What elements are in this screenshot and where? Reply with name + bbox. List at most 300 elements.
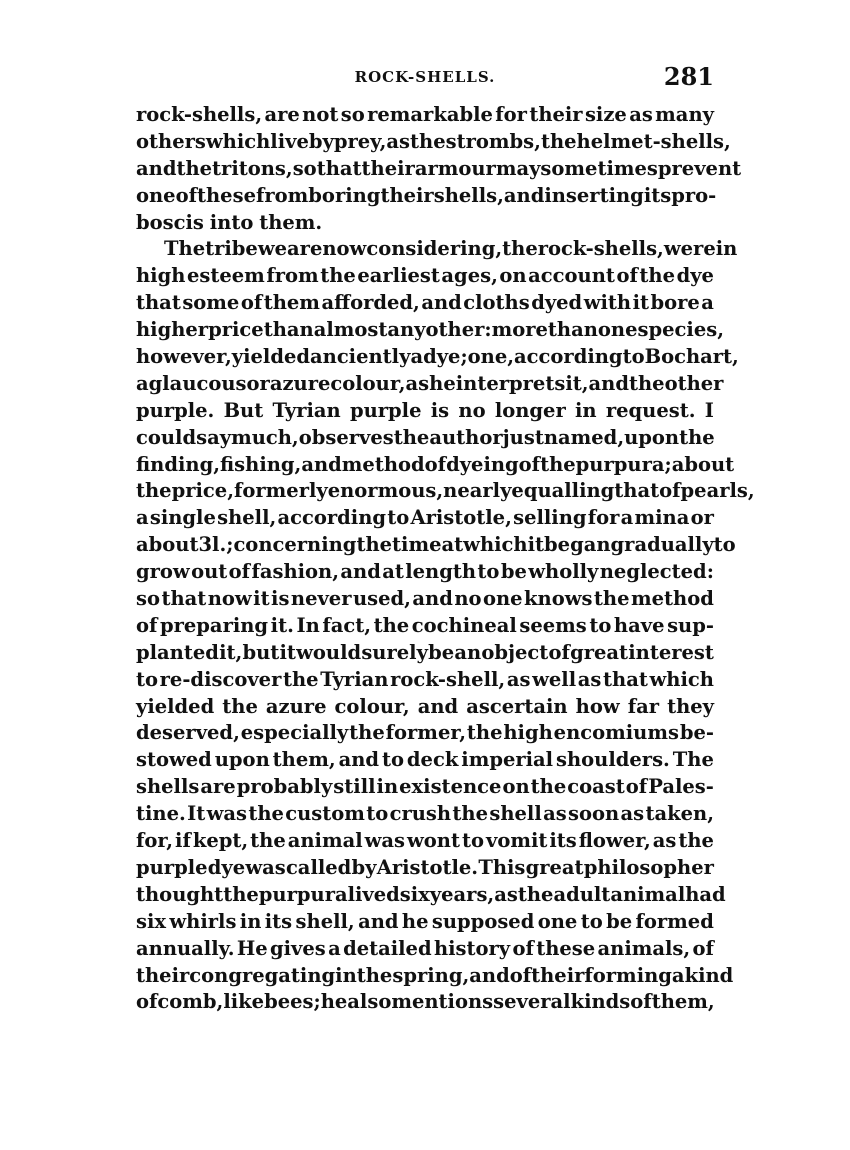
word: knows (524, 587, 593, 611)
word: crush (389, 802, 452, 826)
word: he (401, 909, 429, 933)
word: them, (272, 748, 336, 772)
word: as (506, 667, 531, 691)
word: dye (207, 855, 246, 879)
word: I (704, 398, 714, 422)
word: planted (136, 640, 219, 664)
word: Aristotle. (376, 855, 479, 879)
word: congregating (189, 963, 336, 987)
word: pearls, (680, 479, 755, 503)
word: about (136, 533, 199, 557)
word: or (690, 506, 714, 530)
word: or (246, 371, 270, 395)
word: the (373, 613, 410, 637)
text-line (136, 882, 726, 909)
word: almost (313, 318, 388, 342)
word: esteem (186, 264, 265, 288)
word: their (380, 183, 434, 207)
word: existence (399, 775, 502, 799)
word: its (643, 183, 672, 207)
word: their (136, 963, 190, 987)
word: wont (407, 829, 460, 853)
word: and (136, 156, 177, 180)
word: comb, (157, 990, 224, 1014)
word: which (205, 129, 271, 153)
word: animal (610, 882, 686, 906)
word: colour, (334, 694, 410, 718)
word: are (287, 237, 323, 261)
word: well (532, 667, 577, 691)
word: one (482, 587, 523, 611)
word: the (517, 882, 554, 906)
word: annually. (136, 936, 235, 960)
word: to (713, 533, 736, 557)
word: boscis (136, 210, 204, 234)
word: as (405, 371, 430, 395)
word: at (382, 560, 404, 584)
word: that (614, 479, 660, 503)
word: wholly (528, 560, 599, 584)
word: Tyrian (320, 667, 389, 691)
word: that (316, 156, 362, 180)
word: tine. (136, 802, 186, 826)
word: animals, (597, 936, 691, 960)
word: in (376, 775, 399, 799)
word: But (223, 398, 264, 422)
word: interprets (455, 371, 566, 395)
word: we (257, 237, 288, 261)
word: method (341, 452, 425, 476)
running-head (136, 60, 714, 94)
word: be (500, 560, 527, 584)
word: rock-shells, (136, 103, 263, 126)
word: be- (679, 721, 714, 745)
word: fishing, (220, 452, 302, 476)
word: for (495, 103, 527, 126)
word: its (264, 909, 293, 933)
word: flower, (578, 829, 651, 853)
word: the (678, 829, 714, 853)
word: one, (467, 345, 515, 369)
word: seems (519, 613, 587, 637)
text-line (136, 236, 738, 263)
text-line (136, 613, 714, 640)
word: dyeing (446, 452, 519, 476)
word: Aristotle, (410, 506, 512, 530)
word: vomit (485, 829, 548, 853)
word: The (164, 237, 206, 261)
word: them (263, 291, 320, 315)
word: out (191, 560, 228, 584)
text-line (136, 478, 755, 505)
word: and (358, 909, 399, 933)
word: kind (684, 963, 734, 987)
word: an (454, 640, 482, 664)
text-line (136, 317, 724, 344)
word: used, (352, 587, 411, 611)
word: about (671, 452, 735, 476)
word: just (502, 425, 544, 449)
word: lived (347, 882, 400, 906)
word: from (255, 183, 309, 207)
running-title: ROCK-SHELLS. (354, 68, 496, 86)
text-line (136, 398, 714, 425)
text-line (136, 559, 714, 586)
word: not (302, 103, 339, 126)
word: concerning (233, 533, 357, 557)
word: of (240, 291, 263, 315)
word: species, (637, 318, 724, 342)
word: a (136, 506, 149, 530)
text-line (136, 452, 735, 479)
page-number: 281 (663, 62, 714, 91)
word: still (333, 775, 376, 799)
word: by (351, 855, 377, 879)
word: in (239, 909, 262, 933)
word: like (223, 990, 265, 1014)
word: price (208, 318, 264, 342)
word: ascertain (466, 694, 568, 718)
word: a (701, 291, 714, 315)
word: for (587, 506, 620, 530)
word: are (264, 103, 300, 126)
word: to (477, 560, 500, 584)
word: and (421, 291, 462, 315)
word: were (663, 237, 716, 261)
word: into (209, 210, 254, 234)
word: the (356, 533, 393, 557)
word: the (223, 882, 259, 906)
word: yielded (136, 694, 215, 718)
word: and (417, 694, 459, 718)
word: which (463, 533, 528, 557)
word: be (606, 909, 633, 933)
word: request. (605, 398, 696, 422)
word: if (175, 829, 191, 853)
word: a (410, 345, 424, 369)
word: them, (651, 990, 715, 1014)
word: soon (568, 802, 620, 826)
word: on (499, 264, 527, 288)
word: as (620, 802, 645, 826)
word: to (366, 802, 389, 826)
word: to (136, 667, 159, 691)
word: philosopher (583, 855, 714, 879)
word: may (495, 156, 541, 180)
word: the (502, 237, 538, 261)
word: remarkable (367, 103, 493, 126)
word: neglected: (599, 560, 714, 584)
word: the (593, 587, 630, 611)
word: forming (584, 963, 672, 987)
word: is (430, 398, 450, 422)
word: and (301, 452, 342, 476)
word: imperial (461, 748, 554, 772)
word: in (575, 398, 597, 422)
word: shell, (217, 506, 277, 530)
word: in (335, 963, 357, 987)
word: he (320, 990, 348, 1014)
word: called (285, 855, 352, 879)
word: others (136, 129, 206, 153)
word: mina (634, 506, 690, 530)
word: former, (385, 721, 466, 745)
word: according (514, 345, 623, 369)
word: to (589, 613, 612, 637)
word: it (632, 291, 649, 315)
word: one (136, 183, 176, 207)
word: of (136, 613, 158, 637)
word: adult (553, 882, 611, 906)
word: the (222, 694, 258, 718)
word: animal (287, 829, 363, 853)
word: Bochart, (644, 345, 739, 369)
word: higher (136, 318, 209, 342)
text-line (136, 667, 714, 694)
word: selling (513, 506, 587, 530)
word: the (248, 802, 284, 826)
word: some (182, 291, 240, 315)
word: the (466, 721, 503, 745)
word: it. (270, 613, 294, 637)
word: bore (650, 291, 700, 315)
word: how (575, 694, 620, 718)
word: cochineal (411, 613, 517, 637)
word: in (715, 237, 738, 261)
word: the (176, 156, 213, 180)
word: prey, (333, 129, 387, 153)
word: yielded (231, 345, 310, 369)
word: but (242, 640, 280, 664)
word: enormous, (327, 479, 444, 503)
word: now (322, 237, 367, 261)
word: interest (628, 640, 714, 664)
text-line (136, 801, 714, 828)
word: It (187, 802, 206, 826)
word: it (279, 640, 296, 664)
word: no (454, 587, 482, 611)
text-line (136, 963, 734, 990)
text-line (136, 989, 714, 1016)
word: bees; (264, 990, 321, 1014)
word: azure (269, 371, 331, 395)
word: gradually (610, 533, 714, 557)
word: great (570, 640, 629, 664)
word: the (679, 425, 715, 449)
word: inserting (544, 183, 644, 207)
word: other (664, 371, 724, 395)
text-line (136, 263, 714, 290)
word: as (652, 829, 677, 853)
word: is (271, 587, 290, 611)
text-line (136, 909, 714, 936)
word: rock-shell, (390, 667, 506, 691)
word: re-discover (159, 667, 282, 691)
word: any (387, 318, 426, 342)
word: it, (219, 640, 243, 664)
word: probably (236, 775, 333, 799)
text-line (136, 640, 714, 667)
word: however, (136, 345, 232, 369)
word: and (469, 963, 510, 987)
word: the (393, 425, 430, 449)
word: fashion, (251, 560, 339, 584)
word: the (540, 129, 577, 153)
word: several (493, 990, 571, 1014)
word: the (356, 963, 393, 987)
text-line (136, 102, 714, 129)
word: helmet-shells, (576, 129, 731, 153)
word: from (266, 264, 319, 288)
word: would (296, 640, 362, 664)
word: it (253, 587, 270, 611)
word: to (381, 748, 404, 772)
text-line (136, 290, 714, 317)
word: dye; (423, 345, 468, 369)
word: The (672, 748, 714, 772)
word: upon (214, 748, 270, 772)
word: prevent (657, 156, 742, 180)
word: far (627, 694, 660, 718)
word: had (685, 882, 726, 906)
text-line (136, 694, 714, 721)
word: with (583, 291, 632, 315)
word: the (530, 775, 567, 799)
word: the (349, 721, 385, 745)
word: detailed (343, 936, 432, 960)
text-line (136, 156, 742, 183)
word: to (461, 829, 484, 853)
word: them. (259, 210, 323, 234)
text-line (136, 855, 714, 882)
word: so (340, 103, 365, 126)
word: have (613, 613, 665, 637)
word: the (410, 129, 446, 153)
word: one (537, 909, 578, 933)
word: six (136, 909, 167, 933)
text-line (136, 720, 714, 747)
word: high (136, 264, 186, 288)
text-line (136, 532, 736, 559)
word: their (529, 103, 583, 126)
word: as (629, 103, 653, 126)
word: surely (361, 640, 428, 664)
word: high (503, 721, 553, 745)
body-text (136, 102, 755, 1016)
word: pro- (671, 183, 717, 207)
word: purple. (136, 398, 215, 422)
word: a (136, 371, 149, 395)
text-line (136, 425, 714, 452)
word: of (518, 452, 541, 476)
word: length (405, 560, 477, 584)
word: by (308, 129, 334, 153)
word: deserved, (136, 721, 240, 745)
word: a (620, 506, 634, 530)
word: it (527, 533, 545, 557)
text-line (136, 371, 724, 398)
word: more (491, 318, 548, 342)
word: as (543, 802, 567, 826)
word: purple (349, 398, 422, 422)
word: taken, (645, 802, 714, 826)
word: shoulders. (556, 748, 670, 772)
word: much, (231, 425, 299, 449)
word: time (392, 533, 442, 557)
word: a (328, 936, 341, 960)
word: their (361, 156, 415, 180)
word: the (540, 452, 576, 476)
word: and (412, 587, 453, 611)
word: Pales- (648, 775, 714, 799)
word: the (320, 264, 356, 288)
word: shells (136, 775, 200, 799)
word: considering, (366, 237, 503, 261)
word: be (428, 640, 455, 664)
word: which (649, 667, 714, 691)
word: formed (635, 909, 714, 933)
text-line (136, 129, 731, 156)
word: strombs, (445, 129, 541, 153)
word: cloths (463, 291, 530, 315)
word: In (296, 613, 320, 637)
word: equalling (511, 479, 615, 503)
word: of (509, 963, 532, 987)
word: whirls (169, 909, 237, 933)
word: sup- (667, 613, 714, 637)
word: on (502, 775, 530, 799)
word: than (263, 318, 314, 342)
word: great (525, 855, 584, 879)
text-line (136, 936, 714, 963)
word: finding, (136, 452, 220, 476)
word: deck (406, 748, 459, 772)
word: that (161, 587, 207, 611)
word: that (603, 667, 648, 691)
word: gives (270, 936, 326, 960)
word: colour, (330, 371, 406, 395)
word: say (196, 425, 232, 449)
word: preparing (159, 613, 269, 637)
word: object (481, 640, 549, 664)
word: kept, (192, 829, 249, 853)
word: azure (265, 694, 327, 718)
word: purple (136, 855, 208, 879)
text-line (136, 774, 714, 801)
word: never (290, 587, 352, 611)
text-line (136, 344, 739, 371)
word: to (387, 506, 410, 530)
word: their (531, 963, 585, 987)
word: boring (308, 183, 381, 207)
word: of (424, 452, 447, 476)
word: to (622, 345, 645, 369)
word: to (580, 909, 603, 933)
word: as (386, 129, 411, 153)
word: now (207, 587, 252, 611)
word: of (616, 264, 638, 288)
word: stowed (136, 748, 212, 772)
text-line (136, 586, 714, 613)
word: of (630, 990, 652, 1014)
word: of (625, 775, 648, 799)
word: of (548, 640, 570, 664)
word: armour (414, 156, 496, 180)
word: could (136, 425, 197, 449)
word: than (547, 318, 598, 342)
word: was (206, 802, 247, 826)
word: especially (240, 721, 349, 745)
